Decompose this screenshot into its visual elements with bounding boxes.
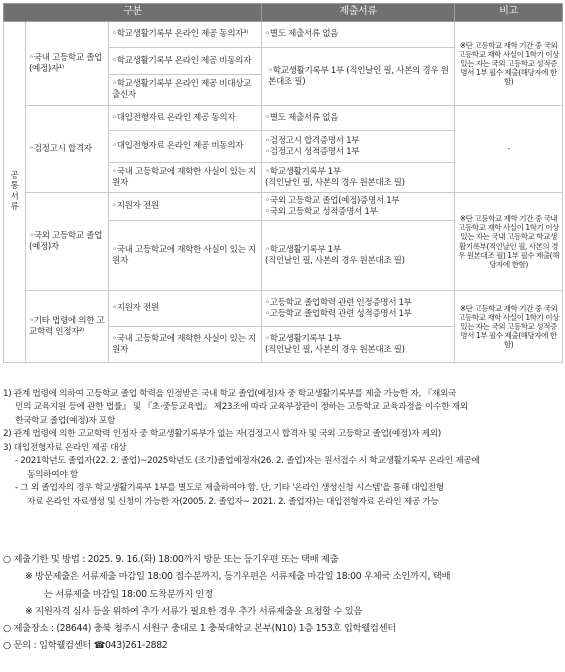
table-row [4, 106, 563, 131]
header-category: 구분 [4, 4, 262, 22]
document-cell: ◦학교생활기록부 1부 (직인날인 필, 사본의 경우 원본대조 필) [262, 48, 455, 106]
subcategory-cell: ◦대입전형자료 온라인 제공 동의자 [109, 106, 262, 131]
header-remarks: 비고 [455, 4, 563, 22]
subcategory-cell: ◦지원자 전원 [109, 193, 262, 221]
footnote-line: 민의 교육지원 등에 관한 법률』 및 『초·중등교육법』 제23조에 따라 교육부장관이 정하는 고등학교 교육과정을 이수한 재외 [15, 402, 468, 413]
subcategory-cell: ◦국내 고등학교에 재학한 사실이 있는 지원자 [109, 221, 262, 291]
document-cell: ◦학교생활기록부 1부 (직인날인 필, 사본의 경우 원본대조 필) [262, 163, 455, 193]
table-header-row [4, 4, 563, 22]
footnote-line: 1) 관계 법령에 의하여 고등학교 졸업 학력을 인정받은 국내 학교 졸업(예정)자 중 학교생활기록부를 제출 가능한 자, 『재외국 [3, 389, 457, 399]
contact-line: ○ 문의 : 입학웰컴센터 ☎043)261-2882 [3, 640, 168, 652]
footnote-line: 2) 관계 법령에 의한 고교학력 인정자 중 학교생활기록부가 없는 자(검정고시 합격자 및 국외 고등학교 졸업(예정)자 제외) [3, 429, 441, 440]
submission-info [3, 551, 562, 655]
remark-cell: ※단 고등학교 재학 기간 중 국외 고등학교 재학 사실이 1학기 이상 있는 자는 국외 고등학교 성적증명서 1부 필수 제출(해당자에 한함) [455, 22, 563, 106]
document-cell: ◦학교생활기록부 1부 (직인날인 필, 사본의 경우 원본대조 필) [262, 327, 455, 363]
note-line: ※ 방문제출은 서류제출 마감일 18:00 접수분까지, 등기우편은 서류제출 마감일 18:00 우체국 소인까지, 택배 [25, 571, 451, 583]
place-line: ○ 제출장소 : (28644) 충북 청주시 서원구 충대로 1 충북대학교 본부(N10) 1층 153호 입학웰컴센터 [3, 623, 396, 635]
note-line: 는 서류제출 마감일 18:00 도착분까지 인정 [44, 588, 213, 600]
remark-cell: - [455, 106, 563, 193]
category-cell: ◦국외 고등학교 졸업(예정)자 [26, 193, 109, 291]
header-documents: 제출서류 [262, 4, 455, 22]
document-cell: ◦국외 고등학교 졸업(예정)증명서 1부 ◦국외 고등학교 성적증명서 1부 [262, 193, 455, 221]
footnote-line: 자료 온라인 자료생성 및 신청이 가능한 자(2005. 2. 졸업자~ 2021. 2. 졸업자)는 대입전형자료 온라인 제공 가능 [27, 496, 439, 507]
document-cell: ◦검정고시 합격증명서 1부 ◦검정고시 성적증명서 1부 [262, 131, 455, 163]
category-cell: ◦기타 법령에 의한 고교학력 인정자²⁾ [26, 291, 109, 363]
footnotes [3, 388, 562, 509]
deadline-line: ○ 제출기한 및 방법 : 2025. 9. 16.(화) 18:00까지 방문 또는 등기우편 또는 택배 제출 [3, 554, 339, 565]
footnote-line: 동의하여야 함 [27, 469, 79, 480]
footnote-line: - 그 외 졸업자의 경우 학교생활기록부 1부를 별도로 제출하여야 함. 단, 기타 '온라인 생성신청 시스템'을 통해 대입전형 [15, 483, 444, 494]
group-label: 공 통 서 류 [10, 171, 19, 212]
footnote-line: 한국학교 졸업(예정)자 포함 [15, 415, 116, 426]
subcategory-cell: ◦학교생활기록부 온라인 제공 동의자³⁾ [109, 22, 262, 48]
table-row [4, 291, 563, 327]
document-cell: ◦별도 제출서류 없음 [262, 22, 455, 48]
table-row [4, 193, 563, 221]
table-row [4, 22, 563, 48]
footnote-line: - 2021학년도 졸업자(22. 2. 졸업)~2025학년도 (조기)졸업예정자(26. 2. 졸업)자는 원서접수 시 학교생활기록부 온라인 제공에 [15, 456, 480, 467]
document-cell: ◦별도 제출서류 없음 [262, 106, 455, 131]
required-documents-table [3, 3, 563, 363]
subcategory-cell: ◦대입전형자료 온라인 제공 비동의자 [109, 131, 262, 163]
subcategory-cell: ◦국내 고등학교에 재학한 사실이 있는 지원자 [109, 327, 262, 363]
document-cell: ◦고등학교 졸업학력 관련 인정증명서 1부 ◦고등학교 졸업학력 관련 성적증명서 1부 [262, 291, 455, 327]
footnote-line: 3) 대입전형자료 온라인 제공 대상 [3, 442, 127, 453]
category-cell: ◦검정고시 합격자 [26, 106, 109, 193]
remark-cell: ※단 고등학교 재학 기간 중 국내 고등학교 재학 사실이 1학기 이상 있는 자는 국내 고등학교 학교생활기록부(직인날인 필, 사본의 경우 원본대조 필) 1부 필수 제출(해당자에 한함) [455, 193, 563, 291]
document-cell: ◦학교생활기록부 1부 (직인날인 필, 사본의 경우 원본대조 필) [262, 221, 455, 291]
subcategory-cell: ◦지원자 전원 [109, 291, 262, 327]
group-label-cell [4, 22, 26, 363]
subcategory-cell: ◦학교생활기록부 온라인 제공 비대상교 출신자 [109, 75, 262, 106]
category-cell: ◦국내 고등학교 졸업(예정)자¹⁾ [26, 22, 109, 106]
subcategory-cell: ◦학교생활기록부 온라인 제공 비동의자 [109, 48, 262, 75]
subcategory-cell: ◦국내 고등학교에 재학한 사실이 있는 지원자 [109, 163, 262, 193]
remark-cell: ※단 고등학교 재학 기간 중 국외 고등학교 재학 사실이 1학기 이상 있는 자는 국외 고등학교 성적증명서 1부 필수 제출(해당자에 한함) [455, 291, 563, 363]
note-line: ※ 지원자격 심사 등을 위하여 추가 서류가 필요한 경우 추가 서류제출을 요청할 수 있음 [25, 605, 363, 617]
